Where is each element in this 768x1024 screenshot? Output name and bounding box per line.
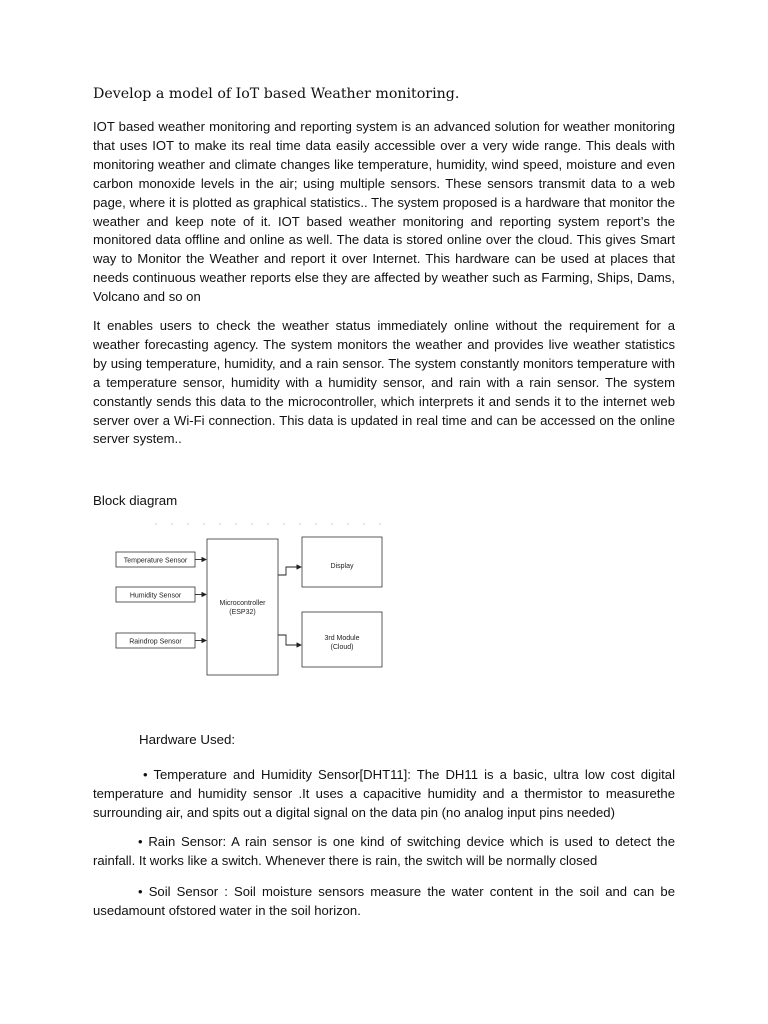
display-label: Display	[330, 563, 354, 570]
block-diagram-heading: Block diagram	[93, 493, 178, 508]
block-diagram-svg	[110, 515, 410, 685]
microcontroller-model-label: (ESP32)	[229, 609, 256, 616]
humidity-sensor-label: Humidity Sensor	[129, 592, 182, 600]
hardware-item-soil-sensor: • Soil Sensor : Soil moisture sensors measure the water content in the soil and can be usedamount ofstored water in the soil horizon.	[93, 884, 675, 918]
cloud-arrow	[278, 635, 301, 645]
hardware-item-dht11: • Temperature and Humidity Sensor[DHT11]: The DH11 is a basic, ultra low cost digital temperature and humidity sensor .It uses a capacitive humidity and a thermistor to measurethe surrounding air, and spits out a digital signal on the data pin (no analog input pins needed)	[93, 767, 675, 820]
document-title: Develop a model of IoT based Weather monitoring.	[93, 86, 460, 102]
hardware-item-rain-sensor: • Rain Sensor: A rain sensor is one kind of switching device which is used to detect the rainfall. It works like a switch. Whenever there is rain, the switch will be normally closed	[93, 834, 675, 868]
intro-paragraph: IOT based weather monitoring and reporting system is an advanced solution for weather monitoring that uses IOT to make its real time data easily accessible over a very wide range. This deals with monitoring weather and climate changes like temperature, humidity, wind speed, moisture and even carbon monoxide levels in the air; using multiple sensors. These sensors transmit data to a web page, where it is plotted as graphical statistics.. The system proposed is a hardware that monitor the weather and keep note of it. IOT based weather monitoring and reporting system report’s the monitored data offline and online as well. The data is stored online over the cloud. This gives Smart way to Monitor the Weather and report it over Internet. This hardware can be used at places that needs continuous weather reports else they are affected by weather such as Farming, Ships, Dams, Volcano and so on	[93, 119, 675, 305]
hardware-heading: Hardware Used:	[139, 732, 236, 747]
raindrop-sensor-label: Raindrop Sensor	[129, 638, 182, 646]
block-diagram	[110, 515, 410, 690]
temperature-sensor-label: Temperature Sensor	[123, 557, 188, 565]
display-box	[302, 537, 382, 587]
cloud-module-sublabel: (Cloud)	[330, 644, 354, 651]
microcontroller-label: Microcontroller	[219, 600, 266, 607]
microcontroller-box	[207, 539, 278, 675]
cloud-module-label: 3rd Module	[324, 635, 360, 642]
display-arrow	[278, 567, 301, 575]
system-paragraph: It enables users to check the weather status immediately online without the requirement for a weather forecasting agency. The system monitors the weather and provides live weather statistics by using temperature, humidity, and a rain sensor. The system constantly monitors temperature with a temperature sensor, humidity with a humidity sensor, and rain with a rain sensor. The system constantly sends this data to the microcontroller, which interprets it and sends it to the internet web server over a Wi-Fi connection. This data is updated in real time and can be accessed on the online server system..	[93, 318, 675, 447]
